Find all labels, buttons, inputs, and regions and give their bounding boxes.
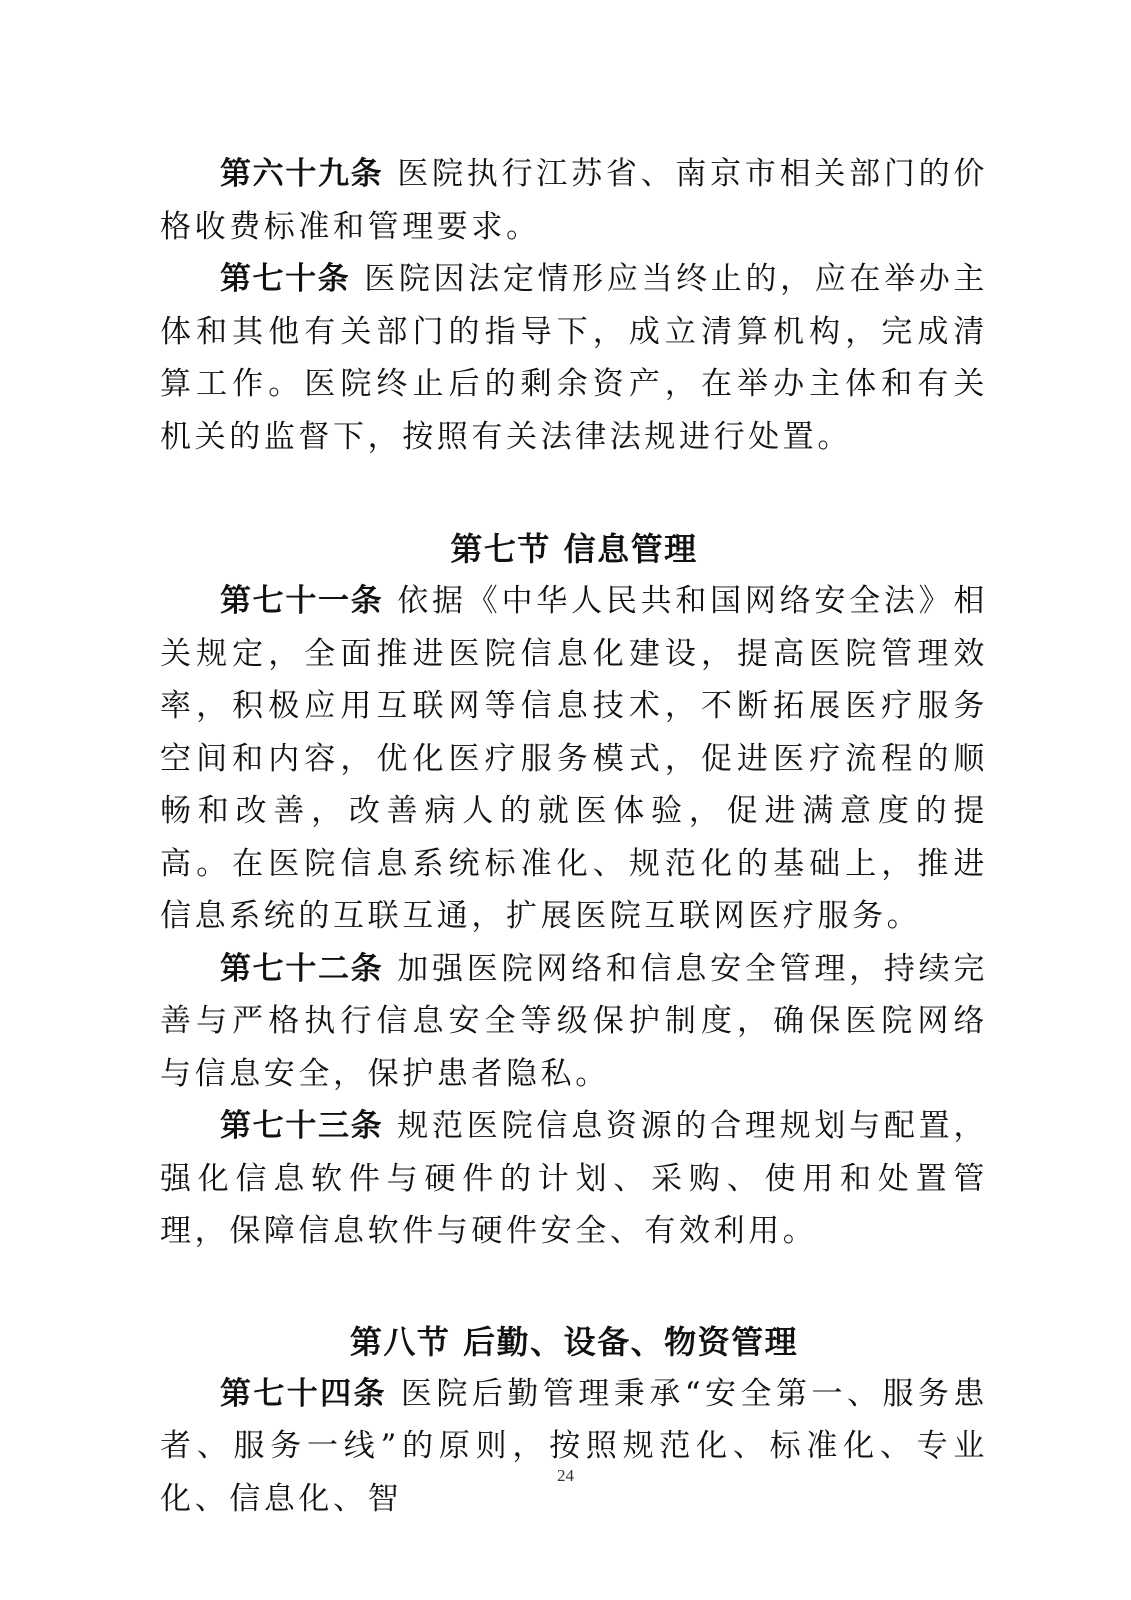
section-title-info-management: 第七节 信息管理	[450, 530, 698, 568]
article-text: 医院后勤管理秉承“安全第一、服务患者、服务一线”的原则，按照规范化、标准化、专业化、信息化、智	[160, 1375, 989, 1517]
article-73	[160, 1100, 988, 1258]
article-text: 医院因法定情形应当终止的，应在举办主体和其他有关部门的指导下，成立清算机构，完成清算工作。医院终止后的剩余资产，在举办主体和有关机关的监督下，按照有关法律法规进行处置。	[160, 261, 988, 455]
article-label: 第七十四条	[220, 1375, 387, 1412]
article-text: 加强医院网络和信息安全管理，持续完善与严格执行信息安全等级保护制度，确保医院网络与信息安全，保护患者隐私。	[160, 950, 989, 1092]
article-71	[160, 575, 988, 943]
article-label: 第七十三条	[220, 1108, 384, 1144]
page-number: 24	[557, 1466, 574, 1485]
page-content	[160, 148, 988, 1525]
article-74	[160, 1368, 988, 1526]
section-title-logistics-management: 第八节 后勤、设备、物资管理	[349, 1322, 799, 1361]
article-text: 规范医院信息资源的合理规划与配置，强化信息软件与硬件的计划、采购、使用和处置管理，保障信息软件与硬件安全、有效利用。	[160, 1108, 989, 1249]
article-label: 第七十二条	[220, 950, 384, 987]
spacer	[160, 1258, 988, 1316]
article-69	[160, 148, 988, 253]
article-70	[160, 253, 988, 463]
article-label: 第六十九条	[220, 156, 384, 192]
article-label: 第七十条	[220, 261, 351, 297]
article-72	[160, 943, 988, 1101]
article-text: 依据《中华人民共和国网络安全法》相关规定，全面推进医院信息化建设，提高医院管理效率，积极应用互联网等信息技术，不断拓展医疗服务空间和内容，优化医疗服务模式，促进医疗流程的顺畅和改善，改善病人的就医体验，促进满意度的提高。在医院信息系统标准化、规范化的基础上，推进信息系统的互联互通，扩展医院互联网医疗服务。	[160, 583, 989, 934]
spacer	[160, 463, 988, 523]
article-label: 第七十一条	[220, 583, 384, 619]
article-text: 医院执行江苏省、南京市相关部门的价格收费标准和管理要求。	[160, 156, 989, 245]
